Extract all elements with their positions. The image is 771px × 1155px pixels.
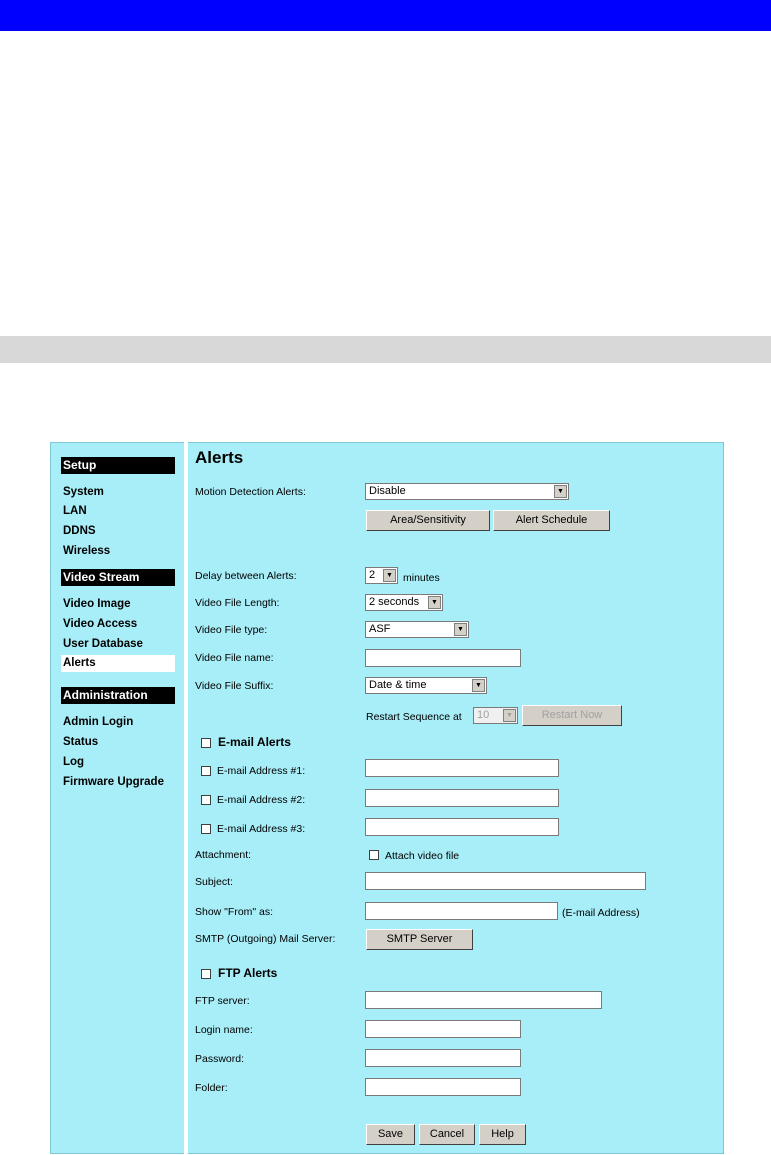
sidebar-item-ddns[interactable]: DDNS xyxy=(63,525,96,537)
help-button[interactable]: Help xyxy=(479,1124,526,1145)
section-divider-bar xyxy=(0,336,771,363)
file-name-input[interactable] xyxy=(365,649,521,667)
file-length-select[interactable] xyxy=(365,594,443,611)
sidebar-item-log[interactable]: Log xyxy=(63,756,85,768)
from-label: Show "From" as: xyxy=(195,906,274,918)
email-address-3-checkbox[interactable] xyxy=(201,824,211,834)
subject-label: Subject: xyxy=(195,876,233,888)
ftp-server-input[interactable] xyxy=(365,991,602,1009)
sidebar-item-admin-login[interactable]: Admin Login xyxy=(63,716,134,728)
sidebar-item-lan[interactable]: LAN xyxy=(63,505,87,517)
motion-detection-label: Motion Detection Alerts: xyxy=(195,486,306,498)
sidebar-item-user-database[interactable]: User Database xyxy=(63,638,143,650)
sidebar-item-firmware-upgrade[interactable]: Firmware Upgrade xyxy=(63,776,164,788)
subject-input[interactable] xyxy=(365,872,646,890)
file-suffix-select[interactable] xyxy=(365,677,487,694)
chevron-down-icon: ▼ xyxy=(472,679,485,692)
ftp-server-label: FTP server: xyxy=(195,995,250,1007)
smtp-label: SMTP (Outgoing) Mail Server: xyxy=(195,933,336,945)
password-input[interactable] xyxy=(365,1049,521,1067)
sidebar-item-status[interactable]: Status xyxy=(63,736,99,748)
email-alerts-checkbox[interactable] xyxy=(201,738,211,748)
chevron-down-icon: ▼ xyxy=(383,569,396,582)
email-address-1-label: E-mail Address #1: xyxy=(217,765,306,777)
email-address-3-label: E-mail Address #3: xyxy=(217,823,306,835)
sidebar-section-administration: Administration xyxy=(61,687,175,704)
email-address-1-input[interactable] xyxy=(365,759,559,777)
ftp-alerts-checkbox[interactable] xyxy=(201,969,211,979)
sidebar-item-alerts[interactable]: Alerts xyxy=(61,655,175,672)
chevron-down-icon: ▼ xyxy=(428,596,441,609)
email-alerts-header: E-mail Alerts xyxy=(218,735,291,749)
login-name-label: Login name: xyxy=(195,1024,253,1036)
file-type-value: ASF xyxy=(369,623,391,635)
sidebar-divider xyxy=(184,442,188,1154)
file-type-label: Video File type: xyxy=(195,624,268,636)
folder-label: Folder: xyxy=(195,1082,228,1094)
file-suffix-label: Video File Suffix: xyxy=(195,680,274,692)
sidebar-item-video-image[interactable]: Video Image xyxy=(63,598,131,610)
sidebar-item-wireless[interactable]: Wireless xyxy=(63,545,111,557)
sidebar-item-video-access[interactable]: Video Access xyxy=(63,618,138,630)
sidebar-item-system[interactable]: System xyxy=(63,486,104,498)
attach-video-label: Attach video file xyxy=(385,850,460,862)
top-banner xyxy=(0,0,771,31)
from-input[interactable] xyxy=(365,902,558,920)
chevron-down-icon: ▼ xyxy=(554,485,567,498)
restart-now-button[interactable]: Restart Now xyxy=(522,705,622,726)
area-sensitivity-button[interactable]: Area/Sensitivity xyxy=(366,510,490,531)
email-address-2-label: E-mail Address #2: xyxy=(217,794,306,806)
save-button[interactable]: Save xyxy=(366,1124,415,1145)
file-suffix-value: Date & time xyxy=(369,679,427,691)
ftp-alerts-header: FTP Alerts xyxy=(218,966,278,980)
motion-detection-select[interactable] xyxy=(365,483,569,500)
file-type-select[interactable] xyxy=(365,621,469,638)
file-length-value: 2 seconds xyxy=(369,596,420,608)
sidebar-section-video-stream: Video Stream xyxy=(61,569,175,586)
email-address-2-checkbox[interactable] xyxy=(201,795,211,805)
attachment-label: Attachment: xyxy=(195,849,252,861)
email-address-1-checkbox[interactable] xyxy=(201,766,211,776)
login-name-input[interactable] xyxy=(365,1020,521,1038)
email-address-3-input[interactable] xyxy=(365,818,559,836)
restart-sequence-label: Restart Sequence at xyxy=(366,711,462,723)
smtp-server-button[interactable]: SMTP Server xyxy=(366,929,473,950)
folder-input[interactable] xyxy=(365,1078,521,1096)
file-length-label: Video File Length: xyxy=(195,597,280,609)
cancel-button[interactable]: Cancel xyxy=(419,1124,475,1145)
chevron-down-icon: ▼ xyxy=(503,709,516,722)
restart-sequence-select[interactable] xyxy=(473,707,518,724)
alert-schedule-button[interactable]: Alert Schedule xyxy=(493,510,610,531)
attach-video-checkbox[interactable] xyxy=(369,850,379,860)
motion-detection-value: Disable xyxy=(369,485,406,497)
email-address-2-input[interactable] xyxy=(365,789,559,807)
file-name-label: Video File name: xyxy=(195,652,274,664)
delay-label: Delay between Alerts: xyxy=(195,570,297,582)
delay-select[interactable] xyxy=(365,567,398,584)
restart-sequence-value: 10 xyxy=(477,709,490,721)
page-title: Alerts xyxy=(195,448,244,467)
password-label: Password: xyxy=(195,1053,245,1065)
chevron-down-icon: ▼ xyxy=(454,623,467,636)
sidebar-section-setup: Setup xyxy=(61,457,175,474)
delay-value: 2 xyxy=(369,569,376,581)
delay-unit: minutes xyxy=(403,572,440,584)
from-hint: (E-mail Address) xyxy=(562,907,640,919)
